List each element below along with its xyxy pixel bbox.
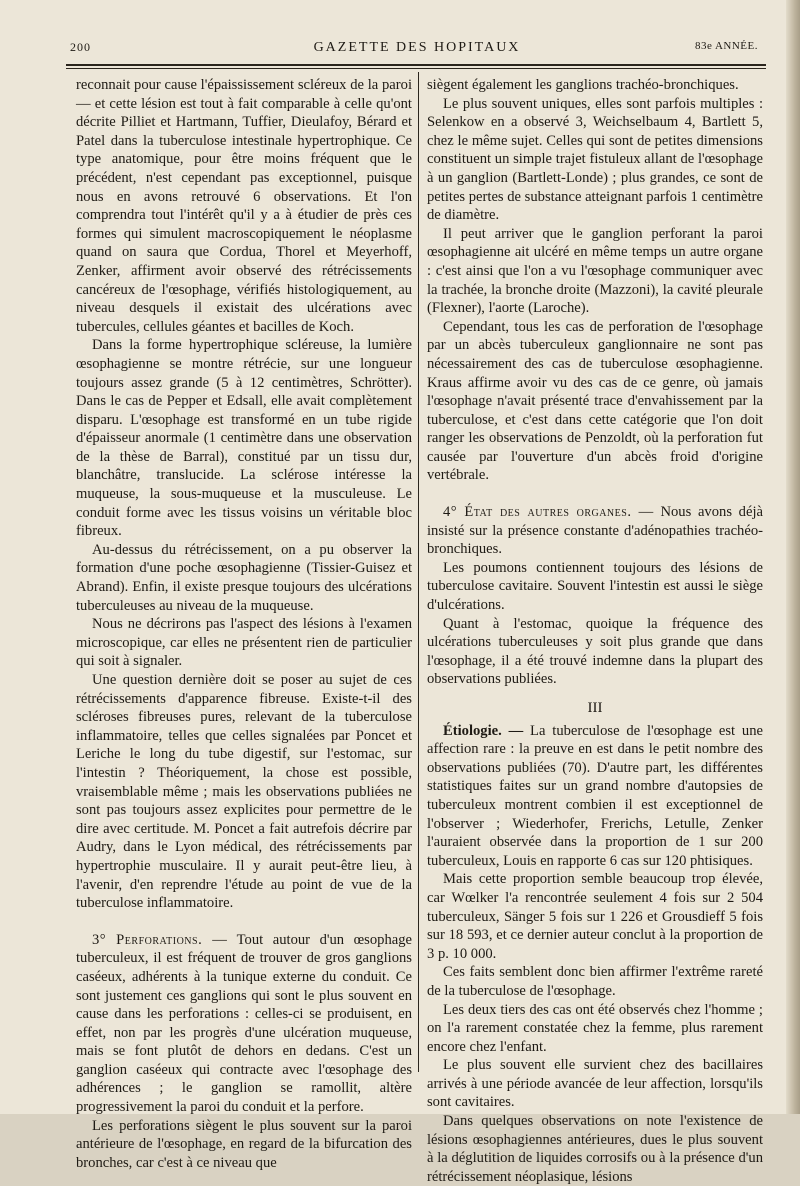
paragraph [427,1056,763,1112]
paragraph-text: Tout autour d'un œsophage tuberculeux, il est fréquent de trouver de gros ganglions caséeux, adhérents à la tunique externe du conduit. Ce sont justement ces ganglions qui sont le plus souvent en cause dans les perforations : celles-ci se produisent, en effet, non par les progrès d'une ulcération muqueuse, mais se font plutôt de dehors en dedans. C'est un ganglion caséeux qui contracte avec l'œsophage des adhérences ; le ganglion se ramollit, altère progressivement la paroi du conduit et la perfore. [76,931,412,1116]
column-divider [418,72,419,1072]
paragraph-text: Les deux tiers des cas ont été observés chez l'homme ; on l'a rarement constatée chez la femme, plus rarement encore chez l'enfant. [427,1001,763,1055]
paragraph [427,559,763,615]
paragraph-text: Quant à l'estomac, quoique la fréquence des ulcérations tuberculeuses y soit plus grande que dans l'œsophage, il a été trouvé indemne dans la plupart des observations publiées. [427,615,763,688]
paragraph-lead: 3° Perforations. — [92,931,228,948]
paragraph-text: Nous avons déjà insisté sur la présence constante d'adénopathies trachéo-bronchiques. [427,504,763,558]
paragraph [427,963,763,1000]
paragraph-lead: Étiologie. — [443,722,524,739]
paragraph [76,541,412,615]
paragraph-text: Ces faits semblent donc bien affirmer l'extrême rareté de la tuberculose de l'œsophage. [427,964,763,999]
paragraph [76,336,412,541]
header-rule-thick [66,64,766,66]
paragraph-text: reconnait pour cause l'épaississement scléreux de la paroi — et cette lésion est tout à fait comparable à celle qu'ont décrite Pilliet et Hartmann, Tuffier, Dieulafoy, Bérard et Patel dans la tuberculose intestinale hypertrophique. Ce type anatomique, pour être moins fréquent que le précédent, n'est cependant pas exceptionnel, puisque nous en avons retrouvé 6 observations. Et l'on comprendra tout l'intérêt qu'il y a à étudier de près ces formes qui simulent macroscopiquement le néoplasme quand on saura que Cordua, Thorel et Meyerhoff, Zenker, affirment avoir observé des rétrécissements cancéreux de l'œsophage, vérifiés histologiquement, au niveau desquels il existait des ulcérations avec tubercules, cellules géantes et bacilles de Koch. [76,77,412,335]
paragraph [427,318,763,485]
paragraph [427,76,763,95]
section-heading: III [587,700,603,716]
paragraph-text: siègent également les ganglions trachéo-bronchiques. [427,77,739,93]
paragraph-text: Le plus souvent elle survient chez des bacillaires arrivés à une période avancée de leur affection, lorsqu'ils sont cavitaires. [427,1057,763,1111]
paragraph [76,76,412,336]
left-column [76,76,412,1172]
page-header [70,40,764,58]
paragraph-text: Les poumons contiennent toujours des lésions de tuberculose cavitaire. Souvent l'intestin est aussi le siège d'ulcérations. [427,559,763,614]
paragraph-text: Le plus souvent uniques, elles sont parfois multiples : Selenkow en a observé 3, Weichselbaum 4, Bartlett 5, chez le même sujet. Celles qui sont de petites dimensions constituent un simple trajet fistuleux allant de l'œsophage à un ganglion (Bartlett-Londe) ; plus grandes, ce sont de petites pertes de substance atteignant parfois 1 centimètre de diamètre. [427,95,763,224]
paragraph-text: Les perforations siègent le plus souvent sur la paroi antérieure de l'œsophage, en regard de la bifurcation des bronches, car c'est à ce niveau que [76,1117,412,1171]
paragraph-text: Il peut arriver que le ganglion perforant la paroi œsophagienne ait ulcéré en même temps un autre organe : c'est ainsi que l'on a vu l'œsophage communiquer avec la trachée, la bronche droite (Mazzoni), la cavité pleurale (Flexner), l'aorte (Laroche). [427,225,763,317]
paragraph-text: Nous ne décrirons pas l'aspect des lésions à l'examen microscopique, car elles ne présentent rien de particulier qui soit à signaler. [76,616,412,670]
paragraph-text: Au-dessus du rétrécissement, on a pu observer la formation d'une poche œsophagienne (Tissier-Guisez et Abrand). Enfin, il existe presque toujours des ulcérations tuberculeuses au niveau de la muqueuse. [76,541,412,614]
paragraph [427,225,763,318]
paragraph [427,870,763,963]
page-edge-shadow [786,0,800,1114]
paragraph-text: Cependant, tous les cas de perforation de l'œsophage par un abcès tuberculeux ganglionnaire ne sont pas nécessairement des cas de tuberculose œsophagienne. Kraus affirme avoir vu des cas de ce genre, où jamais l'œsophage n'avait présenté trace d'envahissement par la tuberculose, et c'est dans cette catégorie que l'on doit ranger les observations de Penzoldt, où la perforation fut causée par l'ouverture d'un abcès froid d'origine vertébrale. [427,318,763,484]
paragraph-text: Une question dernière doit se poser au sujet de ces rétrécissements d'apparence fibreuse. Existe-t-il des scléroses fibreuses pures, relevant de la tuberculose inflammatoire, telles que celles signalées par Poncet et Leriche le long du tube digestif, sur l'estomac, sur l'intestin ? Théoriquement, la chose est possible, vraisemblable même ; mais les observations publiées ne sont pas toujours assez explicites pour permettre de le dire avec certitude. M. Poncet a fait autrefois décrire par Audry, dans le Lyon médical, des rétrécissements par hypertrophie musculaire. Il y aurait peut-être lieu, à l'avenir, d'en reprendre l'étude au point de vue de la tuberculose inflammatoire. [76,672,412,912]
paragraph-text: Mais cette proportion semble beaucoup trop élevée, car Wœlker l'a rencontrée seulement 4 fois sur 2 504 tuberculeux, Sänger 5 fois sur 1 226 et Grousdieff 5 fois sur 18 593, et ce dernier auteur conclut à la proportion de 3 p. 10 000. [427,871,763,962]
paragraph [76,615,412,671]
header-rule-thin [66,68,766,69]
paragraph [427,95,763,225]
paragraph-text: Dans la forme hypertrophique scléreuse, la lumière œsophagienne se montre rétrécie, sur une longueur toujours assez grande (5 à 12 centimètres, Schrötter). Dans le cas de Pepper et Edsall, elle avait complètement disparu. L'œsophage est transformé en un tube rigide d'épaisseur anormale (1 centimètre dans une observation de la thèse de Barral), constitué par un tissu dur, blanchâtre, translucide. La sclérose intéresse la muqueuse, la sous-muqueuse et la musculeuse. Le conduit forme avec les tissus voisins un véritable bloc fibreux. [76,337,412,540]
paragraph-text: La tuberculose de l'œsophage est une affection rare : la preuve en est dans le petit nombre des observations publiées (70). D'autre part, les différentes statistiques faites sur un grand nombre d'autopsies de tuberculeux montrent combien il est exceptionnel de l'observer ; Wiederhofer, Frerichs, Letulle, Zenker l'auraient observée dans la proportion de 1 sur 200 tuberculeux, Louis en rapporte 6 cas sur 120 phtisiques. [427,722,763,869]
page-number: 200 [70,40,91,54]
volume-year: 83e ANNÉE. [694,40,758,52]
paragraph-text: Dans quelques observations on note l'existence de lésions œsophagiennes antérieures, dues le plus souvent à la déglutition de liquides corrosifs ou à la présence d'un rétrécissement néoplasique, lésions [427,1113,763,1185]
paragraph [76,1117,412,1173]
journal-title: GAZETTE DES HOPITAUX [313,40,521,55]
paragraph-lead: 4° État des autres organes. — [443,504,654,521]
paragraph [427,722,763,871]
paragraph [427,503,763,559]
paragraph [76,671,412,913]
right-column [427,76,763,1186]
paragraph [76,931,412,1117]
paragraph [427,615,763,689]
paragraph [427,1001,763,1057]
paragraph [427,1112,763,1186]
